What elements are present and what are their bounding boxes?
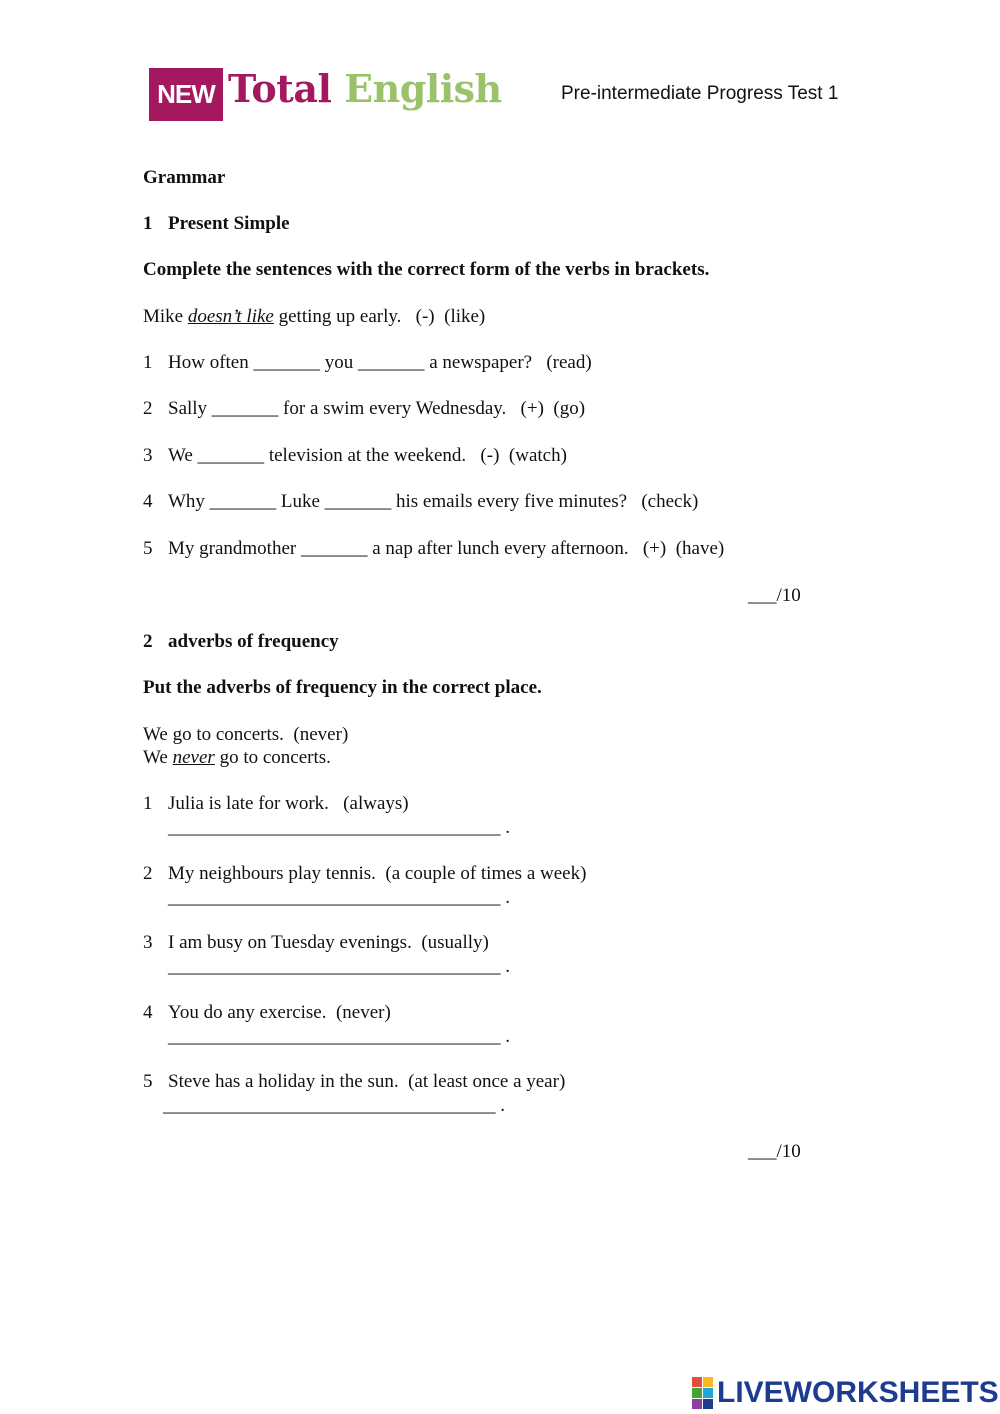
answer-line[interactable]: ___________________________________ . (168, 956, 510, 977)
test-title: Pre-intermediate Progress Test 1 (561, 83, 839, 104)
item-number: 5 (143, 1071, 153, 1092)
item-number: 3 (143, 932, 153, 953)
exercise2-instruction: Put the adverbs of frequency in the correct place. (143, 677, 542, 698)
exercise2-heading (143, 631, 339, 653)
item-text: You do any exercise. (never) (168, 1002, 391, 1023)
item-text: Steve has a holiday in the sun. (at least once a year) (168, 1071, 566, 1092)
logo-wordmark (228, 66, 502, 111)
item-text: I am busy on Tuesday evenings. (usually) (168, 932, 489, 953)
item-text: Why _______ Luke _______ his emails every five minutes? (check) (168, 491, 699, 512)
answer-line[interactable]: ___________________________________ . (168, 887, 510, 908)
section-title: Grammar (143, 167, 226, 188)
example-after: go to concerts. (214, 747, 331, 768)
item-text: Julia is late for work. (always) (168, 793, 409, 814)
logo-square (703, 1399, 713, 1409)
item-number: 2 (143, 863, 153, 884)
item-number: 2 (143, 398, 153, 419)
item-number: 5 (143, 538, 153, 559)
exercise2-number: 2 (143, 631, 153, 652)
exercise1-item (143, 445, 567, 467)
exercise1-item (143, 352, 592, 374)
exercise2-item (143, 793, 409, 815)
exercise1-instruction: Complete the sentences with the correct form of the verbs in brackets. (143, 259, 710, 280)
example-before: Mike (143, 306, 188, 327)
logo-english: English (344, 66, 502, 111)
exercise2-example-line1: We go to concerts. (never) (143, 724, 349, 745)
exercise2-title: adverbs of frequency (168, 631, 339, 652)
exercise2-score: ___/10 (748, 1141, 801, 1162)
exercise1-item (143, 491, 698, 513)
item-number: 3 (143, 445, 153, 466)
example-before: We (143, 747, 173, 768)
logo-square (692, 1377, 702, 1387)
logo-square (692, 1399, 702, 1409)
exercise2-item (143, 1002, 391, 1024)
liveworksheets-logo (692, 1376, 999, 1410)
exercise1-title: Present Simple (168, 213, 290, 234)
item-text: Sally _______ for a swim every Wednesday. (+) (go) (168, 398, 586, 419)
exercise1-item (143, 398, 585, 420)
item-number: 1 (143, 352, 153, 373)
exercise2-example-line2 (143, 747, 331, 769)
item-text: My grandmother _______ a nap after lunch every afternoon. (+) (have) (168, 538, 725, 559)
item-number: 4 (143, 1002, 153, 1023)
exercise1-number: 1 (143, 213, 153, 234)
example-answer: doesn’t like (187, 306, 274, 327)
logo-square (703, 1377, 713, 1387)
liveworksheets-brand: LIVEWORKSHEETS (717, 1376, 999, 1409)
logo-new-badge: NEW (149, 68, 223, 121)
answer-line[interactable]: ___________________________________ . (168, 817, 510, 838)
answer-line[interactable]: ___________________________________ . (168, 1026, 510, 1047)
item-number: 4 (143, 491, 153, 512)
logo-square (692, 1388, 702, 1398)
answer-line[interactable]: ___________________________________ . (163, 1095, 505, 1116)
exercise2-item (143, 932, 489, 954)
exercise1-score: ___/10 (748, 585, 801, 606)
exercise2-item (143, 1071, 565, 1093)
example-answer: never (172, 747, 215, 768)
exercise1-heading (143, 213, 290, 235)
logo-square (703, 1388, 713, 1398)
exercise1-example (143, 306, 485, 328)
item-text: We _______ television at the weekend. (-) (watch) (168, 445, 567, 466)
item-text: How often _______ you _______ a newspaper? (read) (168, 352, 592, 373)
item-number: 1 (143, 793, 153, 814)
exercise2-item (143, 863, 586, 885)
logo-total: Total (228, 66, 332, 111)
example-after: getting up early. (-) (like) (273, 306, 486, 327)
item-text: My neighbours play tennis. (a couple of times a week) (168, 863, 587, 884)
exercise1-item (143, 538, 724, 560)
liveworksheets-icon (692, 1377, 713, 1409)
